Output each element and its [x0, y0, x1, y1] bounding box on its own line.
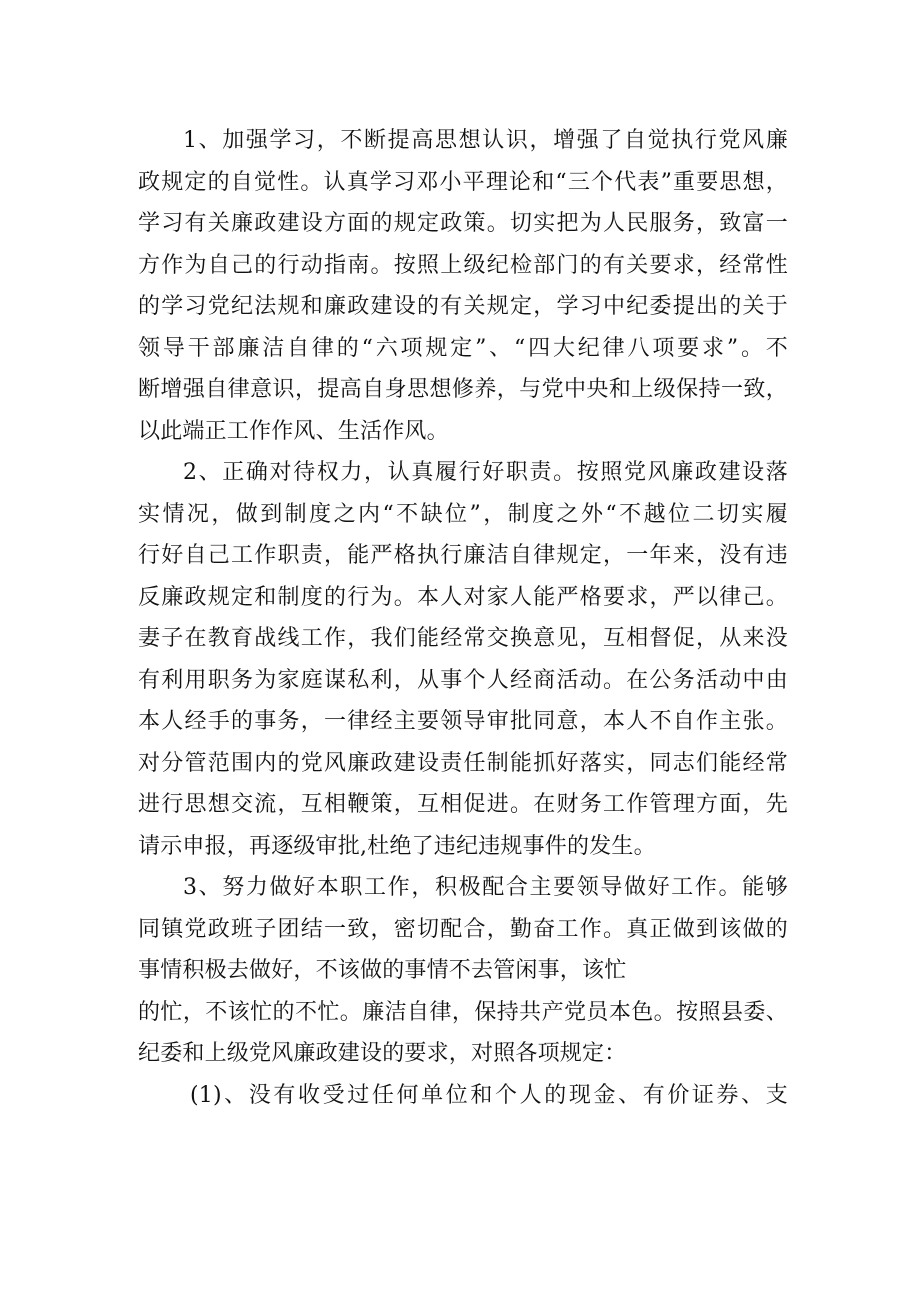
paragraph-2-line: 反廉政规定和制度的行为。本人对家人能严格要求，严以律己。: [138, 584, 788, 610]
paragraph-2-line: 实情况，做到制度之内“不缺位”，制度之外“不越位二切实履: [138, 501, 788, 527]
paragraph-3-line: 的忙，不该忙的不忙。廉洁自律，保持共产党员本色。按照县委、: [138, 999, 788, 1025]
paragraph-3-line: 事情积极去做好，不该做的事情不去管闲事，该忙: [138, 958, 627, 983]
document-body: [138, 120, 788, 1116]
paragraph-1-line: 政规定的自觉性。认真学习邓小平理论和“三个代表”重要思想，: [138, 169, 788, 195]
paragraph-1-line: 的学习党纪法规和廉政建设的有关规定，学习中纪委提出的关于: [138, 294, 788, 319]
paragraph-2-line: 对分管范围内的党风廉政建设责任制能抓好落实，同志们能经常: [138, 750, 788, 776]
paragraph-1-line: 学习有关廉政建设方面的规定政策。切实把为人民服务，致富一: [138, 211, 788, 236]
paragraph-2-line: 行好自己工作职责，能严格执行廉洁自律规定，一年来，没有违: [138, 543, 788, 568]
paragraph-1-line: 方作为自己的行动指南。按照上级纪检部门的有关要求，经常性: [138, 252, 788, 278]
paragraph-1-line: 领导干部廉洁自律的“六项规定”、“四大纪律八项要求”。不: [138, 335, 788, 361]
paragraph-3-line: 同镇党政班子团结一致，密切配合，勤奋工作。真正做到该做的: [138, 916, 788, 942]
paragraph-3-line: 纪委和上级党风廉政建设的要求，对照各项规定：: [138, 1041, 627, 1066]
paragraph-1-line: 断增强自律意识，提高自身思想修养，与党中央和上级保持一致，: [138, 377, 788, 402]
paragraph-2-line: 有利用职务为家庭谋私利，从事个人经商活动。在公务活动中由: [138, 667, 788, 693]
list-item-1-line: (1)、没有收受过任何单位和个人的现金、有价证券、支: [190, 1082, 788, 1108]
paragraph-2-line: 妻子在教育战线工作，我们能经常交换意见，互相督促，从来没: [138, 626, 788, 651]
paragraph-2-line: 本人经手的事务，一律经主要领导审批同意，本人不自作主张。: [138, 709, 788, 734]
paragraph-2-line: 2、正确对待权力，认真履行好职责。按照党风廉政建设落: [183, 460, 788, 485]
paragraph-2-line: 进行思想交流，互相鞭策，互相促进。在财务工作管理方面，先: [138, 792, 788, 817]
paragraph-1-line: 以此端正工作作风、生活作风。: [138, 418, 449, 444]
paragraph-1-line: 1、加强学习，不断提高思想认识，增强了自觉执行党风廉: [183, 128, 788, 153]
paragraph-3-line: 3、努力做好本职工作，积极配合主要领导做好工作。能够: [183, 875, 788, 900]
paragraph-2-line: 请示申报，再逐级审批,杜绝了违纪违规事件的发生。: [138, 833, 656, 859]
